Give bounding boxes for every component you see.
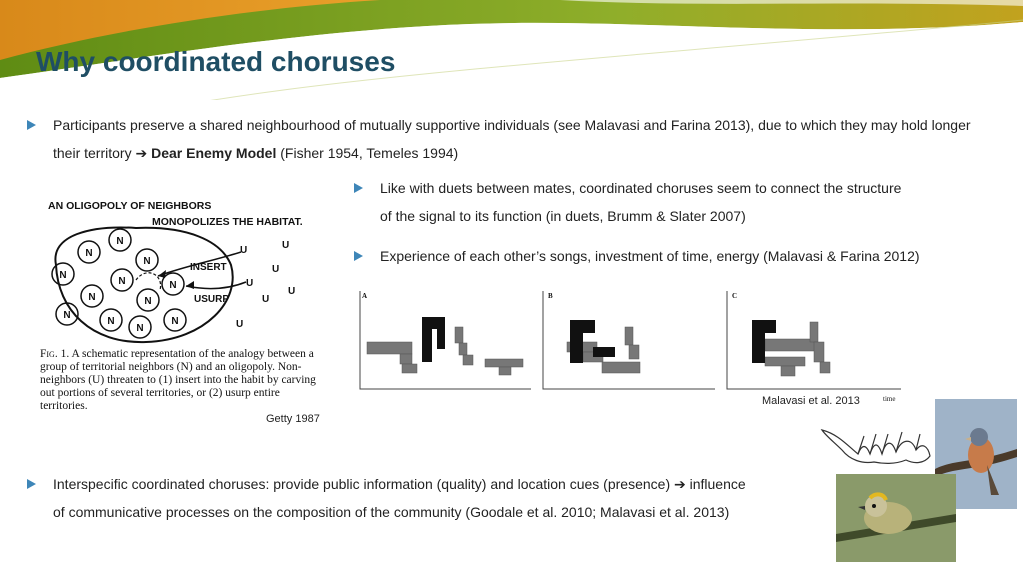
bullet-interspecific	[53, 470, 813, 526]
bullet-duets	[380, 174, 950, 230]
right-arrow-icon: ➔	[135, 145, 148, 161]
panel-label-b: B	[548, 292, 553, 300]
bullet-duets-line1: Like with duets between mates, coordinated choruses seem to connect the structure	[380, 180, 902, 196]
neighbor-label: N	[59, 270, 67, 281]
neighbor-label: N	[144, 296, 152, 307]
neighbor-label: N	[169, 280, 177, 291]
bullet-territory-text: Participants preserve a shared neighbourhood of mutually supportive individuals (see Malavasi and Farina 2013), due to which they may hold longer their territory	[53, 117, 971, 161]
non-neighbor-label: U	[246, 278, 254, 289]
non-neighbor-label: U	[288, 286, 296, 297]
bullet-marker-icon	[354, 251, 363, 261]
panel-label-c: C	[732, 292, 738, 300]
bullet-marker-icon	[27, 120, 36, 130]
figure-caption-label: Fig. 1.	[40, 348, 70, 360]
non-neighbor-label: U	[262, 294, 270, 305]
neighbor-label: N	[85, 248, 93, 259]
bird-photo-goldcrest	[836, 474, 956, 562]
panel-label-a: A	[362, 292, 368, 300]
axis-time-label: time	[883, 395, 896, 403]
bullet-interspecific-influence: influence	[689, 476, 746, 492]
non-neighbor-label: U	[272, 264, 280, 275]
bullet-experience	[380, 242, 980, 270]
neighbor-label: N	[88, 292, 96, 303]
neighbor-label: N	[107, 316, 115, 327]
figure-caption-text: A schematic representation of the analogy between a group of territorial neighbors (N) and an oligopoly. Non-neighbors (U) threaten to (1) insert into the habit by carving out portions of several territories, or (2) usurp entire territories.	[40, 348, 316, 412]
bullet-territory	[53, 111, 983, 167]
usurp-label: USURP	[194, 294, 230, 305]
bullet-marker-icon	[27, 479, 36, 489]
neighbor-label: N	[118, 276, 126, 287]
diagram-heading-1: AN OLIGOPOLY OF NEIGHBORS	[48, 200, 212, 212]
insert-label: INSERT	[190, 262, 227, 273]
right-arrow-icon: ➔	[674, 476, 686, 492]
slide-title: Why coordinated choruses	[36, 46, 396, 77]
neighbor-label: N	[63, 310, 71, 321]
bullet-territory-citation: (Fisher 1954, Temeles 1994)	[280, 145, 459, 161]
non-neighbor-label: U	[240, 245, 248, 256]
non-neighbor-label: U	[282, 240, 290, 251]
neighbor-label: N	[116, 236, 124, 247]
figure-caption	[40, 348, 325, 413]
credit-malavasi: Malavasi et al. 2013	[762, 395, 860, 407]
bullet-interspecific-line2: of communicative processes on the composition of the community (Goodale et al. 2010; Malavasi et al. 2013)	[53, 504, 730, 520]
dear-enemy-model: Dear Enemy Model	[151, 145, 277, 161]
credit-getty: Getty 1987	[266, 413, 320, 425]
bullet-interspecific-line1: Interspecific coordinated choruses: provide public information (quality) and location cues (presence)	[53, 476, 671, 492]
neighbor-label: N	[171, 316, 179, 327]
chorus-panels-figure	[355, 287, 915, 407]
neighbor-label: N	[143, 256, 151, 267]
diagram-heading-2: MONOPOLIZES THE HABITAT.	[152, 216, 303, 228]
bird-song-sketch	[818, 420, 936, 468]
bullet-marker-icon	[354, 183, 363, 193]
neighbor-label: N	[136, 323, 144, 334]
non-neighbor-label: U	[236, 319, 244, 330]
bullet-experience-text: Experience of each other’s songs, investment of time, energy (Malavasi & Farina 2012)	[380, 248, 920, 264]
bullet-duets-line2: of the signal to its function (in duets, Brumm & Slater 2007)	[380, 208, 746, 224]
